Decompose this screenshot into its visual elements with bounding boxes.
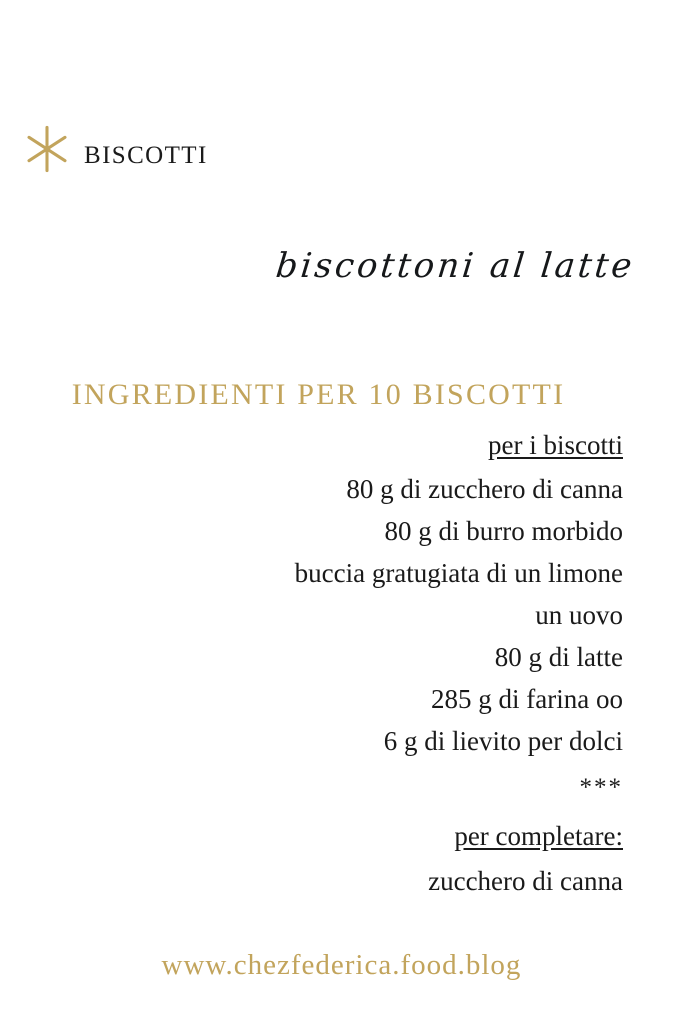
list-item: 6 g di lievito per dolci — [383, 726, 623, 756]
ingredients-subheading-1: per i biscotti — [488, 430, 623, 460]
list-item: 80 g di zucchero di canna — [346, 474, 623, 504]
ingredients-heading: INGREDIENTI PER 10 BISCOTTI — [71, 378, 566, 411]
footer-url[interactable]: www.chezfederica.food.blog — [161, 949, 522, 981]
list-item: buccia gratugiata di un limone — [294, 558, 623, 588]
ingredients-subheading-2: per completare: — [454, 821, 623, 851]
ingredients-list — [63, 424, 623, 902]
list-item: 80 g di burro morbido — [384, 516, 623, 546]
list-item: un uovo — [535, 600, 623, 630]
recipe-title: biscottoni al latte — [274, 246, 638, 286]
list-item: zucchero di canna — [428, 866, 623, 896]
category-label: BISCOTTI — [84, 142, 208, 169]
category-header — [20, 136, 208, 176]
section-separator: *** — [579, 774, 623, 801]
list-item: 80 g di latte — [494, 642, 623, 672]
asterisk-icon — [20, 136, 74, 176]
list-item: 285 g di farina oo — [431, 684, 623, 714]
